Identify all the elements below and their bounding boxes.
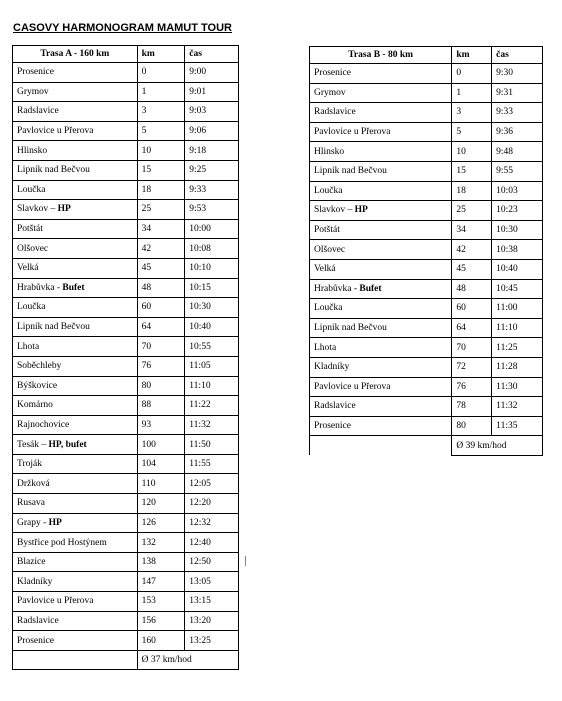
- time-value: 10:40: [185, 317, 239, 337]
- text-cursor-mark: [245, 556, 246, 566]
- km-value: 18: [452, 181, 492, 201]
- stop-name: [13, 356, 138, 376]
- stop-name: [13, 337, 138, 357]
- time-value: 11:28: [492, 357, 543, 377]
- stop-name: [13, 121, 138, 141]
- table-row: [13, 474, 239, 494]
- stop-name: [310, 64, 452, 84]
- km-value: 64: [452, 318, 492, 338]
- stop-name-text: Lipník nad Bečvou: [314, 323, 387, 334]
- table-row: [13, 219, 239, 239]
- stop-name-text: Rusava: [17, 498, 45, 509]
- km-value: 42: [452, 240, 492, 260]
- table-row: [13, 317, 239, 337]
- time-value: 10:45: [492, 279, 543, 299]
- table-row: [13, 435, 239, 455]
- km-value: 126: [137, 513, 185, 533]
- time-value: 12:32: [185, 513, 239, 533]
- km-value: 104: [137, 454, 185, 474]
- stop-name-text: Rajnochovice: [17, 419, 70, 430]
- km-value: 72: [452, 357, 492, 377]
- stop-name-text: Loučka: [17, 302, 46, 313]
- table-row: [13, 180, 239, 200]
- stop-name: [13, 258, 138, 278]
- table-row: [13, 102, 239, 122]
- stop-name-text: Loučka: [17, 184, 46, 195]
- stop-name: [310, 416, 452, 436]
- average-speed: Ø 37 km/hod: [137, 650, 238, 670]
- stop-name-text: Soběchleby: [17, 361, 62, 372]
- table-row: [13, 63, 239, 83]
- table-row: [13, 258, 239, 278]
- km-header: km: [452, 47, 492, 64]
- table-header-row: [310, 47, 543, 64]
- km-value: 120: [137, 494, 185, 514]
- stop-name: [310, 103, 452, 123]
- stop-note: HP: [354, 205, 368, 216]
- table-row: [13, 572, 239, 592]
- stop-name-text: Radslavice: [17, 106, 59, 117]
- table-row: [310, 103, 543, 123]
- table-row: [13, 415, 239, 435]
- table-row: [310, 83, 543, 103]
- km-value: 34: [137, 219, 185, 239]
- stop-name: [13, 180, 138, 200]
- table-row: [310, 122, 543, 142]
- km-value: 93: [137, 415, 185, 435]
- km-value: 132: [137, 533, 185, 553]
- stop-name-text: Lipník nad Bečvou: [314, 166, 387, 177]
- stop-name-text: Radslavice: [17, 615, 59, 626]
- time-value: 9:00: [185, 63, 239, 83]
- stop-name-text: Loučka: [314, 185, 343, 196]
- stop-name-text: Grymov: [314, 87, 346, 98]
- km-value: 70: [137, 337, 185, 357]
- table-row: [310, 220, 543, 240]
- table-row: [310, 161, 543, 181]
- stop-name-text: Hlinsko: [314, 146, 345, 157]
- stop-name: [13, 376, 138, 396]
- time-value: 9:06: [185, 121, 239, 141]
- stop-name-text: Komárno: [17, 400, 53, 411]
- time-value: 11:05: [185, 356, 239, 376]
- stop-name: [13, 160, 138, 180]
- stop-name: [13, 494, 138, 514]
- time-value: 11:32: [185, 415, 239, 435]
- stop-name: [13, 278, 138, 298]
- km-value: 48: [452, 279, 492, 299]
- stop-name: [13, 63, 138, 83]
- table-row: [13, 592, 239, 612]
- time-value: 10:55: [185, 337, 239, 357]
- table-row: [310, 64, 543, 84]
- table-row: [310, 181, 543, 201]
- stop-name-text: Potštát: [314, 225, 340, 236]
- time-value: 10:03: [492, 181, 543, 201]
- km-value: 25: [137, 200, 185, 220]
- stop-name-text: Radslavice: [314, 401, 356, 412]
- stop-name: [310, 397, 452, 417]
- km-value: 153: [137, 592, 185, 612]
- document-title: CASOVY HARMONOGRAM MAMUT TOUR: [13, 22, 232, 34]
- stop-name-text: Loučka: [314, 303, 343, 314]
- time-value: 12:40: [185, 533, 239, 553]
- time-value: 9:48: [492, 142, 543, 162]
- table-row: [13, 396, 239, 416]
- table-row: [310, 142, 543, 162]
- stop-note: Bufet: [62, 282, 85, 293]
- empty-cell: [310, 436, 452, 456]
- table-header-row: [13, 46, 239, 63]
- table-row: [310, 299, 543, 319]
- stop-name: [310, 377, 452, 397]
- stop-name: [13, 239, 138, 259]
- stop-name-text: Prosenice: [314, 420, 351, 431]
- table-row: [13, 513, 239, 533]
- km-value: 3: [137, 102, 185, 122]
- time-value: 11:30: [492, 377, 543, 397]
- km-value: 160: [137, 631, 185, 651]
- km-value: 80: [137, 376, 185, 396]
- table-row: [13, 337, 239, 357]
- stop-name: [310, 220, 452, 240]
- km-value: 60: [452, 299, 492, 319]
- km-value: 25: [452, 201, 492, 221]
- km-value: 76: [452, 377, 492, 397]
- km-value: 88: [137, 396, 185, 416]
- table-row: [13, 631, 239, 651]
- time-value: 11:10: [492, 318, 543, 338]
- stop-name-text: Velká: [314, 264, 336, 275]
- stop-note: HP: [57, 204, 71, 215]
- time-value: 9:03: [185, 102, 239, 122]
- time-value: 10:08: [185, 239, 239, 259]
- table-row: [310, 240, 543, 260]
- table-row: [13, 121, 239, 141]
- stop-name-text: Držková: [17, 478, 50, 489]
- stop-name-text: Troják: [17, 459, 42, 470]
- table-row: [310, 279, 543, 299]
- km-value: 1: [452, 83, 492, 103]
- km-value: 45: [137, 258, 185, 278]
- empty-cell: [13, 650, 138, 670]
- stop-name-text: Olšovec: [17, 243, 49, 254]
- stop-name: [13, 317, 138, 337]
- stop-name: [13, 102, 138, 122]
- table-row: [310, 201, 543, 221]
- table-row: [310, 397, 543, 417]
- time-value: 9:36: [492, 122, 543, 142]
- stop-name: [310, 279, 452, 299]
- stop-name-text: Lhota: [17, 341, 40, 352]
- table-row: [13, 611, 239, 631]
- stop-name-text: Slavkov –: [17, 204, 58, 215]
- stop-name-text: Radslavice: [314, 107, 356, 118]
- time-value: 9:55: [492, 161, 543, 181]
- km-value: 18: [137, 180, 185, 200]
- time-value: 11:25: [492, 338, 543, 358]
- time-value: 10:38: [492, 240, 543, 260]
- route-a-table: [12, 45, 239, 670]
- stop-name: [310, 318, 452, 338]
- stop-name: [13, 533, 138, 553]
- km-value: 0: [137, 63, 185, 83]
- stop-name: [13, 415, 138, 435]
- km-value: 42: [137, 239, 185, 259]
- stop-name: [13, 396, 138, 416]
- time-value: 9:18: [185, 141, 239, 161]
- time-header: čas: [492, 47, 543, 64]
- stop-name: [13, 631, 138, 651]
- stop-name: [13, 141, 138, 161]
- km-value: 10: [452, 142, 492, 162]
- stop-name: [310, 181, 452, 201]
- time-value: 9:33: [185, 180, 239, 200]
- stop-name-text: Prosenice: [314, 68, 351, 79]
- time-value: 13:15: [185, 592, 239, 612]
- time-value: 9:31: [492, 83, 543, 103]
- table-row: [13, 239, 239, 259]
- stop-name: [310, 161, 452, 181]
- km-value: 48: [137, 278, 185, 298]
- km-value: 15: [452, 161, 492, 181]
- time-value: 13:20: [185, 611, 239, 631]
- table-row: [13, 533, 239, 553]
- table-row: [310, 357, 543, 377]
- stop-name-text: Prosenice: [17, 67, 54, 78]
- time-value: 9:01: [185, 82, 239, 102]
- time-value: 12:20: [185, 494, 239, 514]
- stop-name-text: Lipník nad Bečvou: [17, 165, 90, 176]
- km-value: 70: [452, 338, 492, 358]
- km-value: 34: [452, 220, 492, 240]
- stop-name: [310, 201, 452, 221]
- table-row: [13, 356, 239, 376]
- table-row: [310, 377, 543, 397]
- stop-name-text: Grymov: [17, 86, 49, 97]
- time-value: 10:15: [185, 278, 239, 298]
- time-value: 11:32: [492, 397, 543, 417]
- time-value: 10:30: [492, 220, 543, 240]
- table-row: [310, 416, 543, 436]
- km-value: 5: [452, 122, 492, 142]
- km-value: 3: [452, 103, 492, 123]
- route-b-header: Trasa B - 80 km: [310, 47, 452, 64]
- stop-name-text: Blazice: [17, 557, 46, 568]
- table-row: [13, 494, 239, 514]
- time-value: 9:30: [492, 64, 543, 84]
- stop-name: [13, 82, 138, 102]
- time-value: 12:05: [185, 474, 239, 494]
- km-value: 60: [137, 298, 185, 318]
- time-value: 10:10: [185, 258, 239, 278]
- km-value: 80: [452, 416, 492, 436]
- time-value: 11:22: [185, 396, 239, 416]
- stop-name: [13, 552, 138, 572]
- table-row: [310, 338, 543, 358]
- stop-note: Bufet: [359, 283, 382, 294]
- stop-name-text: Hrabůvka -: [314, 283, 360, 294]
- stop-name-text: Kladníky: [314, 362, 350, 373]
- table-row: [13, 160, 239, 180]
- table-row: [13, 141, 239, 161]
- km-value: 5: [137, 121, 185, 141]
- stop-name-text: Velká: [17, 263, 39, 274]
- km-value: 64: [137, 317, 185, 337]
- stop-name-text: Slavkov –: [314, 205, 355, 216]
- stop-name-text: Pavlovice u Přerova: [17, 126, 94, 137]
- km-value: 0: [452, 64, 492, 84]
- table-row: [13, 552, 239, 572]
- stop-name: [310, 142, 452, 162]
- table-row: [13, 200, 239, 220]
- table-row: [310, 318, 543, 338]
- km-value: 100: [137, 435, 185, 455]
- time-value: 12:50: [185, 552, 239, 572]
- time-value: 10:30: [185, 298, 239, 318]
- stop-name: [13, 572, 138, 592]
- table-row: [13, 298, 239, 318]
- km-value: 156: [137, 611, 185, 631]
- km-value: 45: [452, 259, 492, 279]
- km-value: 15: [137, 160, 185, 180]
- stop-name-text: Olšovec: [314, 244, 346, 255]
- stop-name-text: Hrabůvka -: [17, 282, 63, 293]
- stop-name: [13, 592, 138, 612]
- km-value: 147: [137, 572, 185, 592]
- time-value: 10:23: [492, 201, 543, 221]
- stop-name: [13, 474, 138, 494]
- average-speed-row: [13, 650, 239, 670]
- km-value: 76: [137, 356, 185, 376]
- stop-name: [310, 240, 452, 260]
- stop-name-text: Bystřice pod Hostýnem: [17, 537, 107, 548]
- time-value: 13:25: [185, 631, 239, 651]
- route-b-table: [309, 46, 543, 456]
- route-a-header: Trasa A - 160 km: [13, 46, 138, 63]
- stop-name: [13, 513, 138, 533]
- stop-name: [13, 435, 138, 455]
- km-header: km: [137, 46, 185, 63]
- table-row: [13, 278, 239, 298]
- time-value: 9:53: [185, 200, 239, 220]
- time-value: 10:40: [492, 259, 543, 279]
- table-row: [13, 454, 239, 474]
- stop-name-text: Grapy -: [17, 517, 49, 528]
- time-value: 11:50: [185, 435, 239, 455]
- km-value: 78: [452, 397, 492, 417]
- average-speed: Ø 39 km/hod: [452, 436, 543, 456]
- stop-name: [310, 259, 452, 279]
- stop-name: [310, 122, 452, 142]
- stop-name: [13, 454, 138, 474]
- stop-name: [310, 338, 452, 358]
- table-row: [13, 82, 239, 102]
- time-value: 11:55: [185, 454, 239, 474]
- time-value: 11:00: [492, 299, 543, 319]
- km-value: 110: [137, 474, 185, 494]
- time-value: 10:00: [185, 219, 239, 239]
- stop-name-text: Lhota: [314, 342, 337, 353]
- stop-name-text: Potštát: [17, 224, 43, 235]
- stop-name-text: Pavlovice u Přerova: [314, 381, 391, 392]
- stop-name-text: Býškovice: [17, 380, 58, 391]
- stop-name-text: Pavlovice u Přerova: [17, 596, 94, 607]
- stop-name-text: Lipník nad Bečvou: [17, 322, 90, 333]
- stop-name: [310, 357, 452, 377]
- stop-name-text: Pavlovice u Přerova: [314, 127, 391, 138]
- km-value: 1: [137, 82, 185, 102]
- stop-name-text: Kladníky: [17, 576, 53, 587]
- stop-name: [310, 299, 452, 319]
- time-header: čas: [185, 46, 239, 63]
- km-value: 10: [137, 141, 185, 161]
- table-row: [310, 259, 543, 279]
- stop-name: [310, 83, 452, 103]
- table-row: [13, 376, 239, 396]
- time-value: 9:33: [492, 103, 543, 123]
- time-value: 11:35: [492, 416, 543, 436]
- stop-name-text: Hlinsko: [17, 145, 48, 156]
- stop-name: [13, 611, 138, 631]
- stop-note: HP: [48, 517, 62, 528]
- stop-name: [13, 219, 138, 239]
- average-speed-row: [310, 436, 543, 456]
- stop-name-text: Prosenice: [17, 635, 54, 646]
- time-value: 11:10: [185, 376, 239, 396]
- stop-name: [13, 298, 138, 318]
- stop-note: HP, bufet: [48, 439, 87, 450]
- stop-name-text: Tesák –: [17, 439, 49, 450]
- stop-name: [13, 200, 138, 220]
- km-value: 138: [137, 552, 185, 572]
- time-value: 13:05: [185, 572, 239, 592]
- time-value: 9:25: [185, 160, 239, 180]
